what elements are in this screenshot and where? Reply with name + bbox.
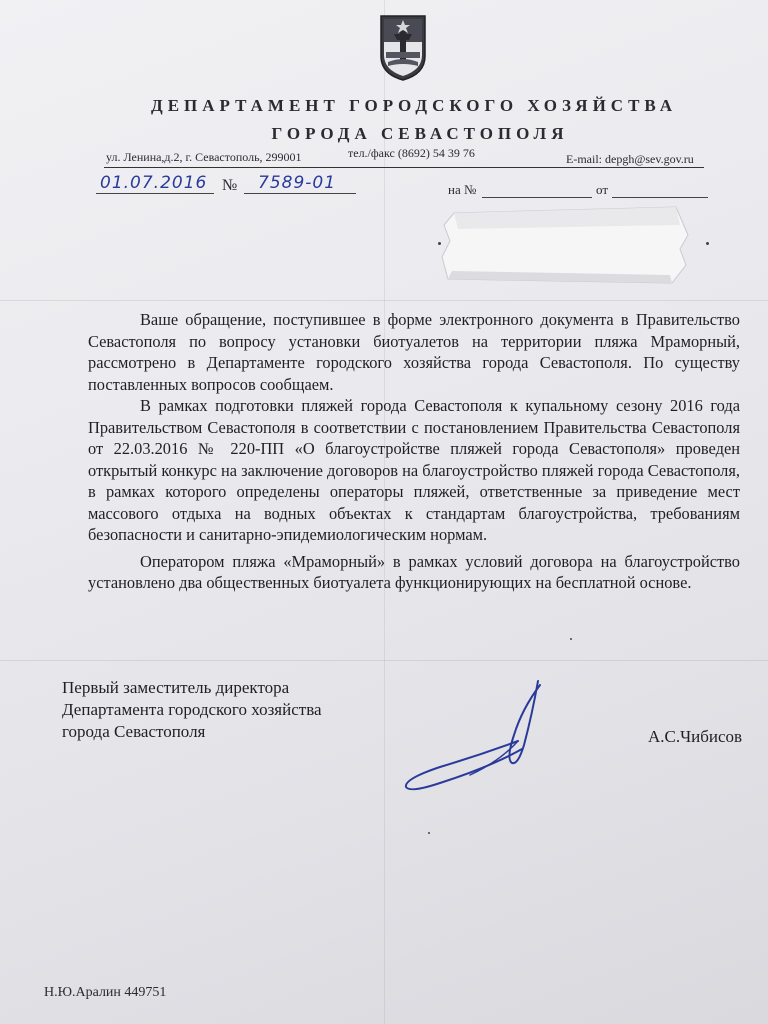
- reply-number-line: [482, 197, 592, 198]
- reply-from-label: от: [596, 182, 609, 197]
- outgoing-date: 01.07.2016: [100, 173, 208, 193]
- executor-info: Н.Ю.Аралин 449751: [44, 985, 167, 1000]
- ink-dot: [428, 832, 430, 834]
- letterhead-divider: [104, 167, 704, 168]
- date-field-line: [96, 193, 214, 194]
- letterhead-email: E-mail: depgh@sev.gov.ru: [566, 152, 694, 166]
- position-line-1: Первый заместитель директора: [62, 678, 290, 697]
- position-line-2: Департамента городского хозяйства: [62, 700, 322, 719]
- letterhead-phone: тел./факс (8692) 54 39 76: [348, 146, 475, 160]
- department-title-text: ДЕПАРТАМЕНТ ГОРОДСКОГО ХОЗЯЙСТВА: [151, 96, 677, 115]
- reply-to-label: на №: [448, 182, 477, 197]
- handwritten-signature: [400, 675, 550, 800]
- body-paragraph-1: Ваше обращение, поступившее в форме электронного документа в Правительство Севастополя по вопросу установки биотуалетов на территории пляжа Мраморный, рассмотрено в Департаменте городского хозяйства города Севастополя. По существу поставленных вопросов сообщаем.: [88, 310, 740, 394]
- ink-dot: [438, 242, 441, 245]
- body-paragraph-3: Оператором пляжа «Мраморный» в рамках условий договора на благоустройство установлено два общественных биотуалета функционирующих на бесплатной основе.: [88, 551, 740, 592]
- signatory-position: [62, 677, 322, 743]
- signatory-name: А.С.Чибисов: [648, 727, 743, 746]
- department-city: [36, 124, 768, 144]
- letterhead-address: ул. Ленина,д.2, г. Севастополь, 299001: [106, 150, 302, 164]
- number-label: №: [222, 177, 238, 194]
- reply-date-line: [612, 197, 708, 198]
- number-field-line: [244, 193, 356, 194]
- body-paragraph-2: В рамках подготовки пляжей города Севастополя к купальному сезону 2016 года Правительством Севастополя в соответствии с постановлением Правительства Севастополя от 22.03.2016 № 220-ПП «О благоустройстве пляжей города Севастополя» проведен открытый конкурс на заключение договоров на благоустройство пляжей города Севастополя, в рамках которого определены операторы пляжей, ответственные за приведение мест массового отдыха на водных объектах к стандартам благоустройства, требованиям безопасности и санитарно-эпидемиологическим нормам.: [88, 396, 740, 544]
- letter-body: [88, 309, 740, 594]
- department-city-text: ГОРОДА СЕВАСТОПОЛЯ: [271, 124, 569, 143]
- position-line-3: города Севастополя: [62, 722, 206, 741]
- torn-paper-patch: [440, 205, 690, 285]
- ink-dot: [706, 242, 709, 245]
- coat-of-arms-icon: [378, 12, 428, 82]
- department-title: [30, 96, 768, 116]
- outgoing-number: 7589-01: [258, 173, 337, 193]
- ink-dot: [570, 638, 572, 640]
